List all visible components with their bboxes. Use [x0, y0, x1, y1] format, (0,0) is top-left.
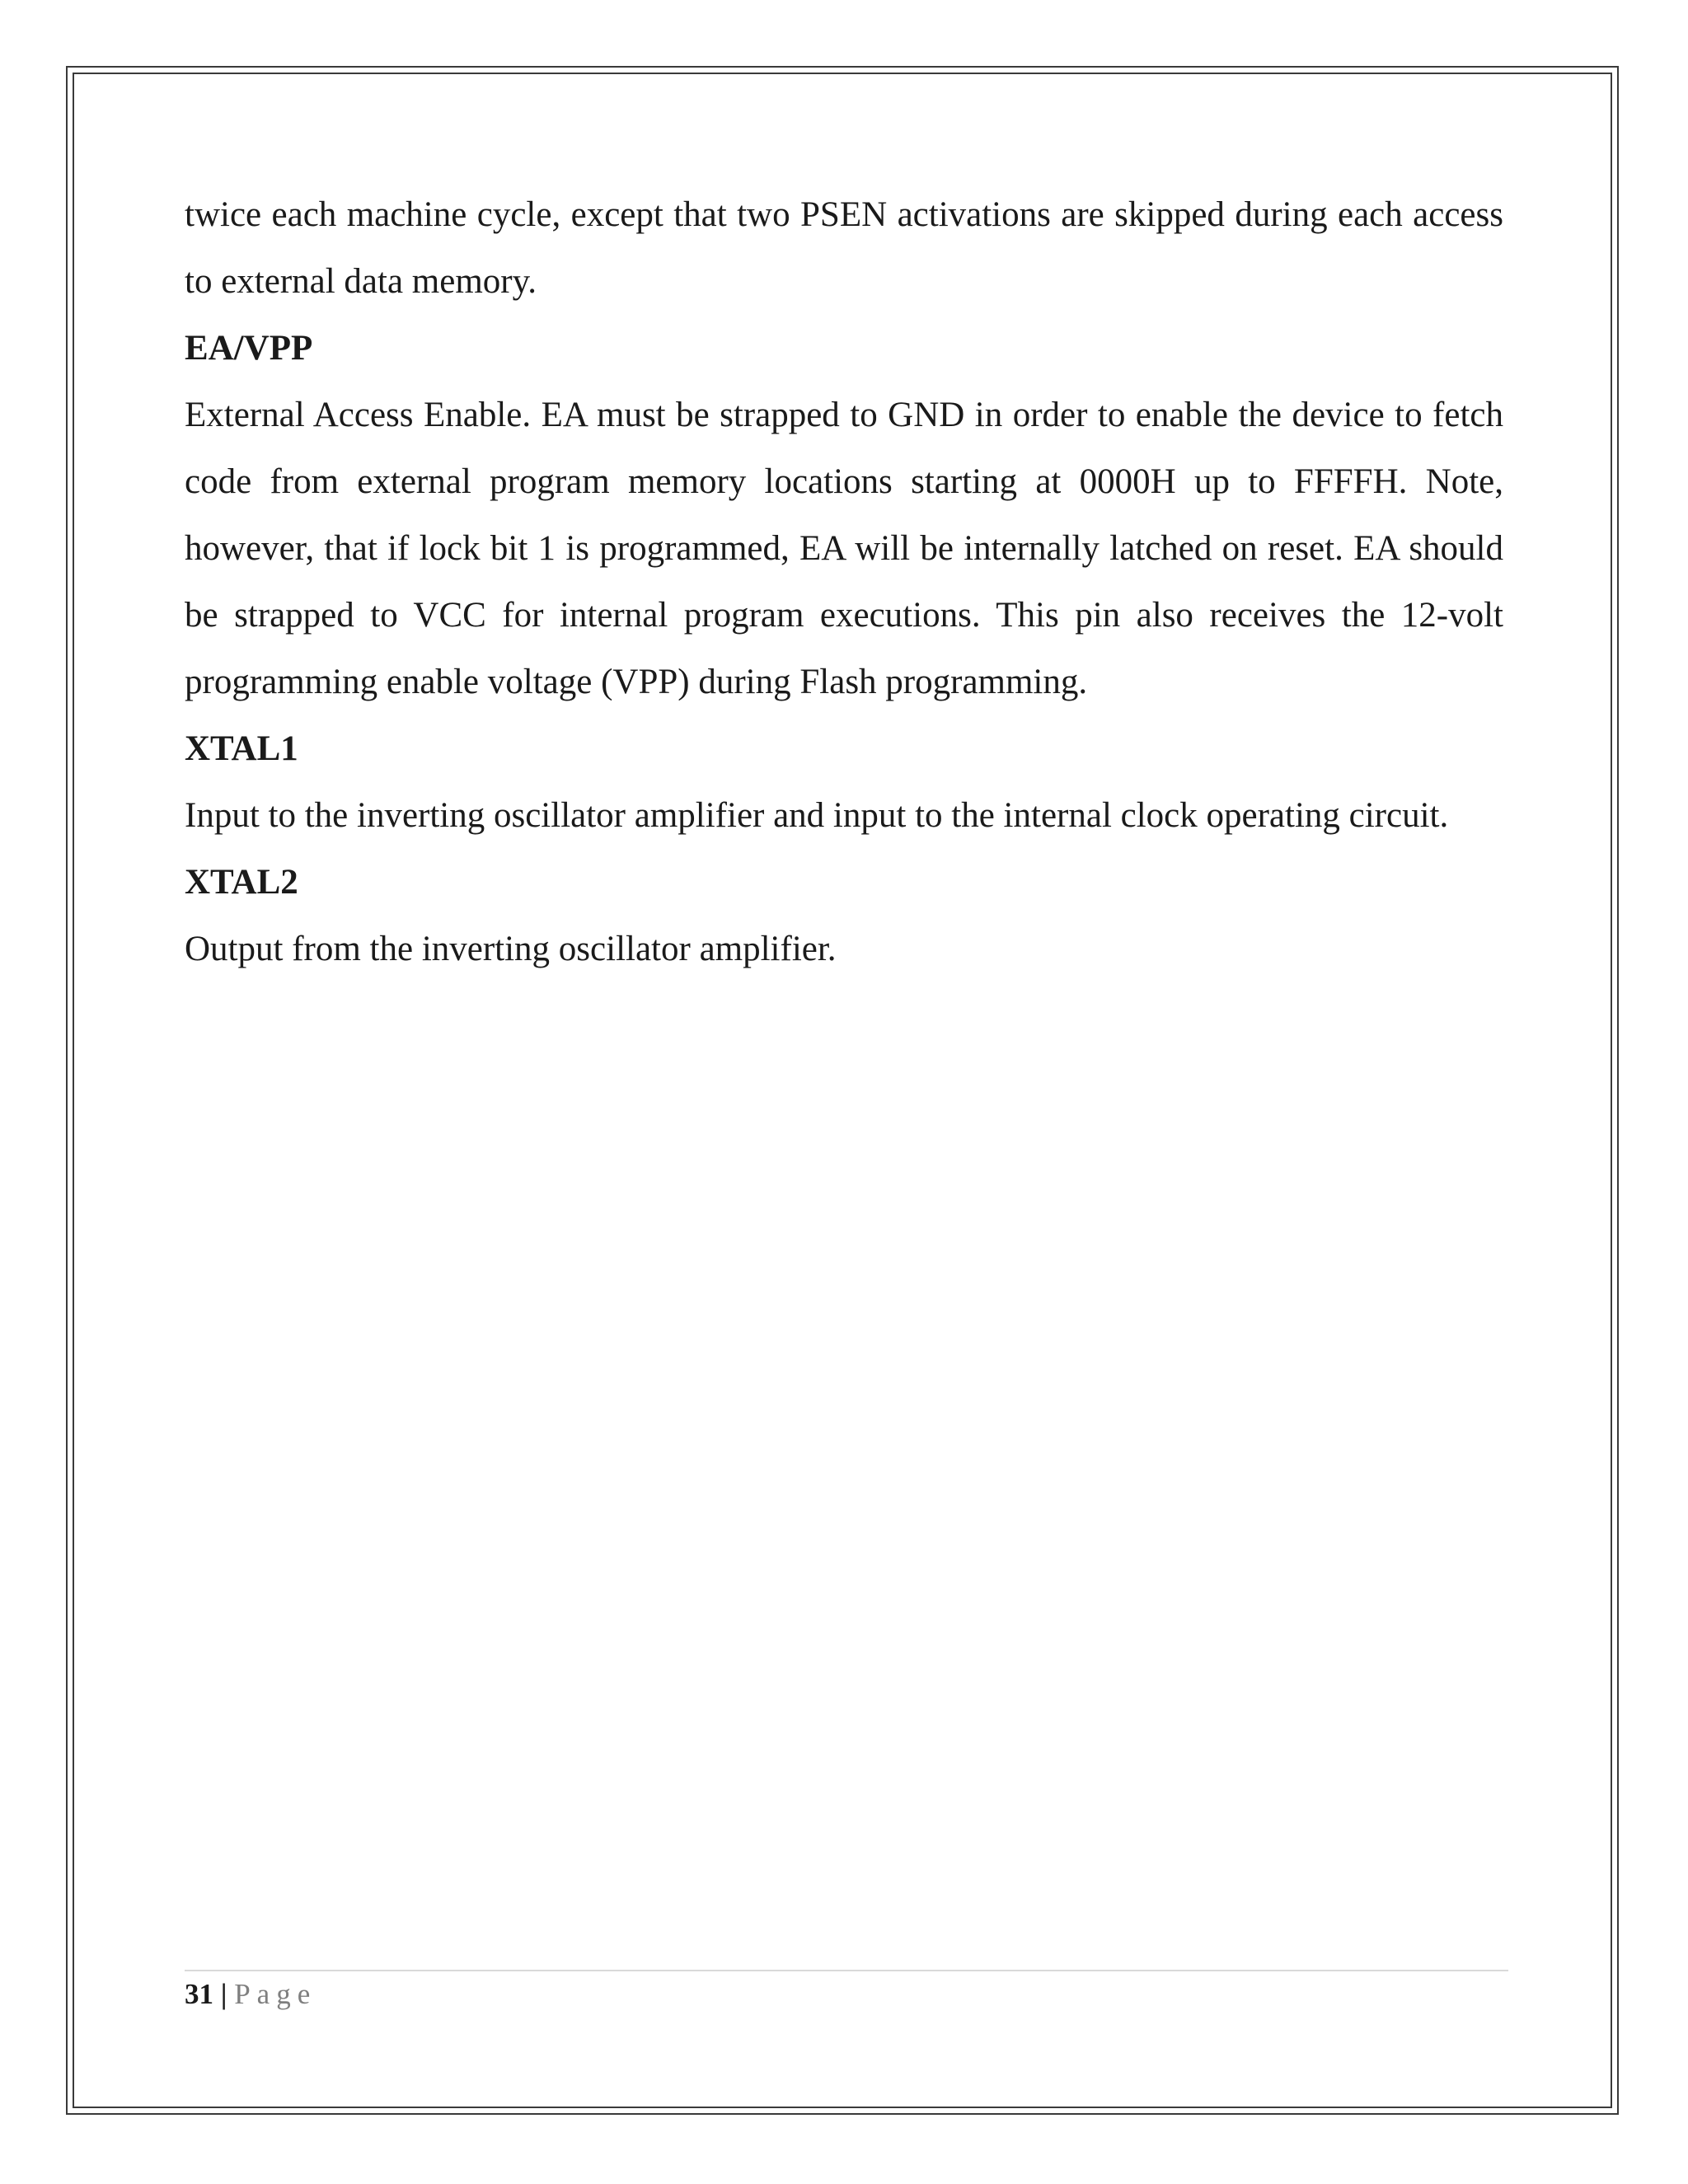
paragraph-xtal1: Input to the inverting oscillator amplifier and input to the internal clock operating circuit.	[185, 796, 1449, 835]
page-footer	[185, 1975, 316, 2014]
paragraph-psen-continuation: twice each machine cycle, except that two PSEN activations are skipped during each access to external data memory.	[185, 195, 1503, 301]
paragraph-xtal2: Output from the inverting oscillator amplifier.	[185, 930, 837, 968]
heading-xtal1: XTAL1	[185, 729, 298, 768]
page-separator: |	[220, 1978, 227, 2010]
paragraph-ea-vpp: External Access Enable. EA must be strapped to GND in order to enable the device to fetch code from external program memory locations starting at 0000H up to FFFFH. Note, however, that if lock bit 1 is programmed, EA will be internally latched on reset. EA should be strapped to VCC for internal program executions. This pin also receives the 12-volt programming enable voltage (VPP) during Flash programming.	[185, 396, 1503, 701]
footer-divider	[185, 1970, 1508, 1971]
heading-xtal2: XTAL2	[185, 863, 298, 902]
page-label: Page	[234, 1978, 317, 2010]
page-number: 31	[185, 1978, 213, 2010]
page-body	[185, 181, 1503, 982]
heading-ea-vpp: EA/VPP	[185, 329, 313, 368]
